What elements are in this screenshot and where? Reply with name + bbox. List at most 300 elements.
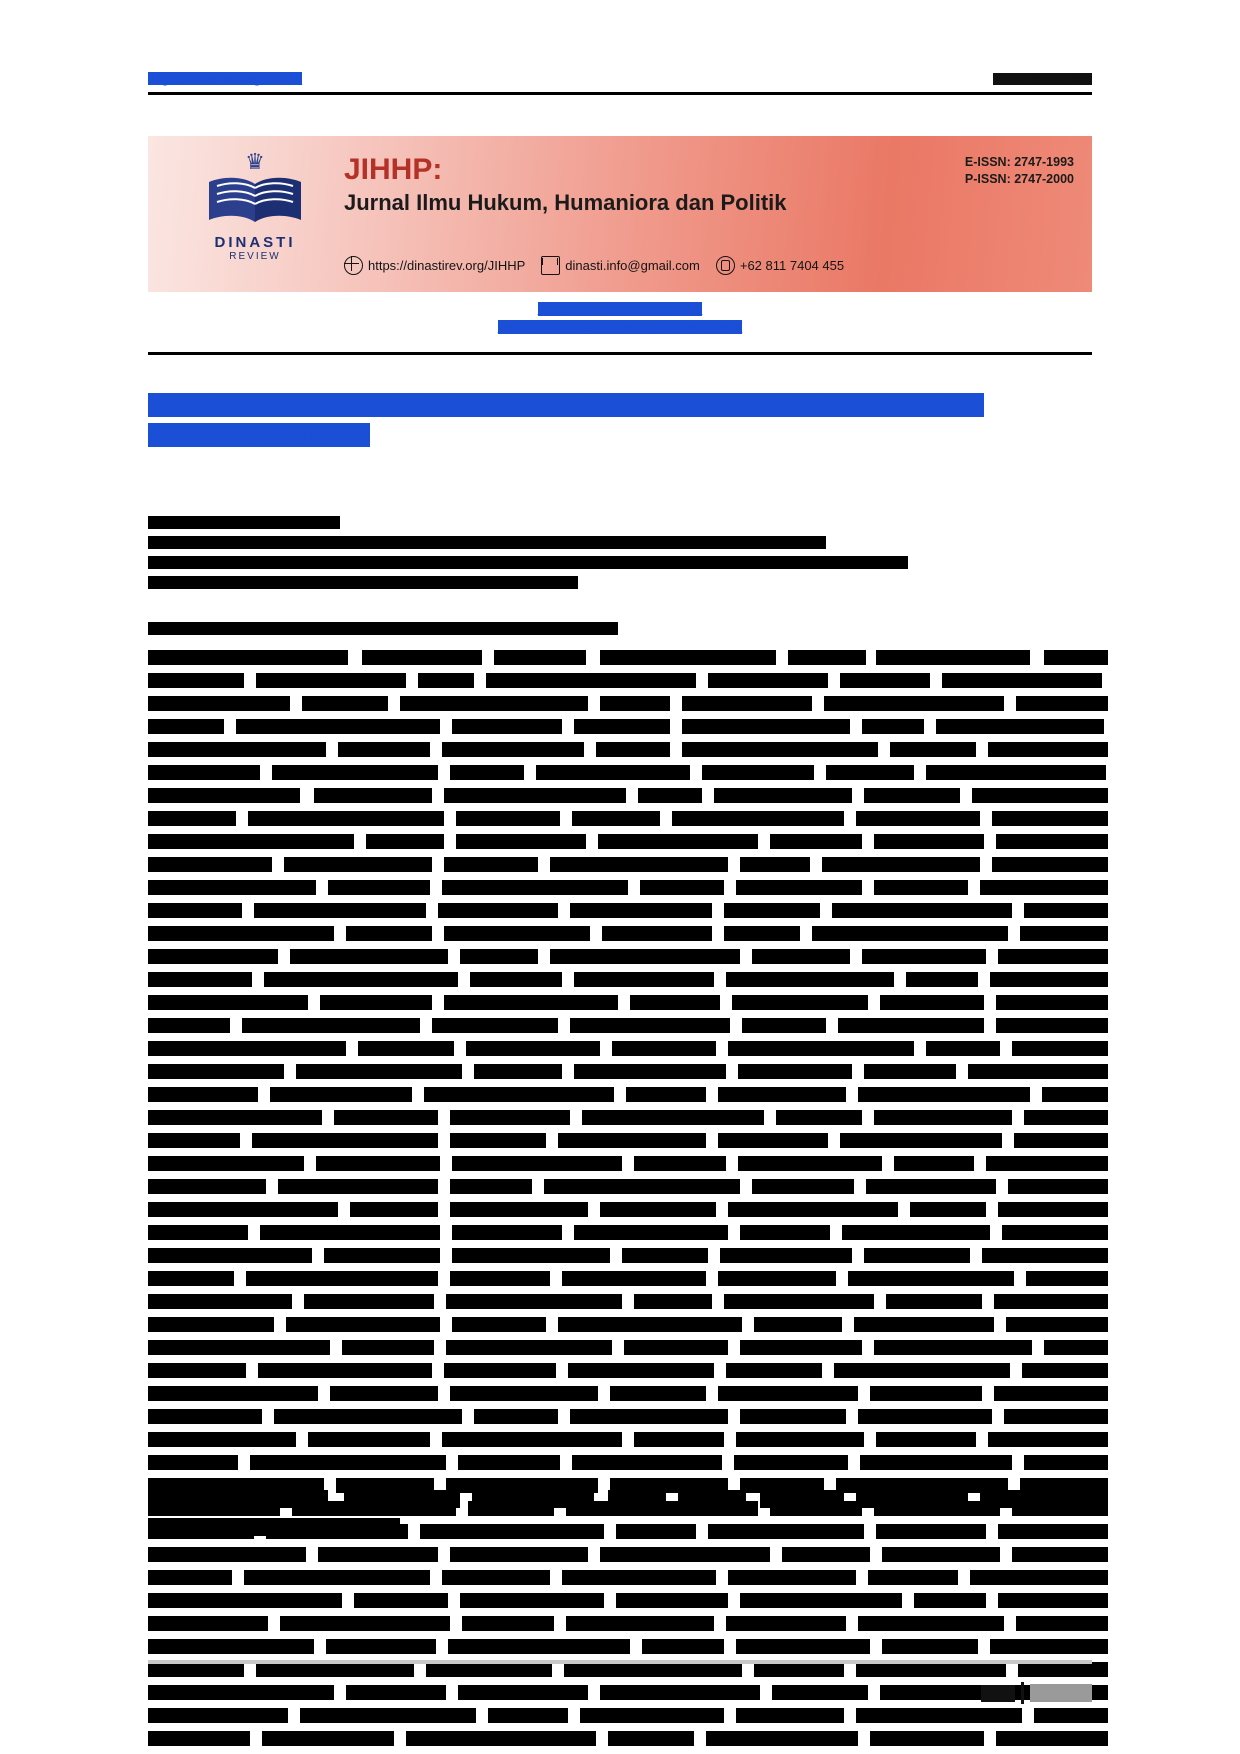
text-run [272,765,438,780]
text-run [346,926,432,941]
license-link[interactable]: https://creativecommons.org/licenses/by/4.0/ [497,319,743,334]
footer-separator [1021,1682,1024,1704]
text-run [148,1570,232,1585]
journal-full-title: Jurnal Ilmu Hukum, Humaniora dan Politik [344,190,787,215]
journal-abbrev: JIHHP: [344,153,443,186]
text-run [256,673,406,688]
text-run [612,1041,716,1056]
text-run [874,1110,1012,1125]
text-run [834,1363,1010,1378]
text-run [874,834,984,849]
text-run [1022,1363,1108,1378]
text-run [856,1662,1006,1677]
text-run [858,1409,992,1424]
text-run [610,1386,706,1401]
text-run [736,1432,864,1447]
p-issn: P-ISSN: 2747-2000 [964,172,1074,186]
text-run [864,1248,970,1263]
text-run [942,673,1102,688]
text-run [740,1409,846,1424]
header-divider [148,92,1092,95]
text-run [574,719,670,734]
text-run [280,1616,450,1631]
text-run [562,1570,716,1585]
text-run [148,949,278,964]
text-line [148,1179,1092,1194]
text-run [616,1593,728,1608]
text-run [882,1639,978,1654]
text-run [258,1363,432,1378]
text-run [824,696,1004,711]
text-run [728,1041,914,1056]
text-run [832,903,1012,918]
text-run [148,880,316,895]
text-run [726,972,894,987]
reference-run [148,1518,400,1536]
text-run [622,1248,708,1263]
text-run [740,857,810,872]
text-run [572,1455,722,1470]
text-run [148,1248,312,1263]
text-run [366,834,444,849]
text-line [148,719,1092,734]
text-run [968,1064,1108,1079]
text-run [330,1386,438,1401]
text-run [770,834,862,849]
text-run [148,1064,284,1079]
text-run [724,926,800,941]
text-run [148,1225,248,1240]
text-line [148,857,1092,872]
text-run [460,1593,604,1608]
text-run [1024,903,1108,918]
text-run [738,1064,852,1079]
reference-run [980,1490,1108,1508]
text-run [148,742,326,757]
text-run [718,1087,846,1102]
text-run [148,1547,306,1562]
text-run [988,1432,1108,1447]
text-run [868,1570,958,1585]
text-run [350,1202,438,1217]
text-run [634,1294,712,1309]
text-run [320,995,432,1010]
text-run [550,857,728,872]
text-run [148,1386,318,1401]
text-line [148,1363,1092,1378]
reference-run [678,1490,746,1508]
text-run [262,1731,394,1746]
text-run [1044,1340,1108,1355]
text-run [574,1225,728,1240]
text-run [638,788,702,803]
text-run [728,1570,856,1585]
text-run [862,719,924,734]
text-run [782,1547,870,1562]
text-run [890,742,976,757]
text-run [574,1064,726,1079]
text-run [734,1455,848,1470]
text-run [630,995,720,1010]
text-run [1002,1225,1108,1240]
text-run [994,1294,1108,1309]
text-run [736,1639,870,1654]
contact-website-text: https://dinastirev.org/JIHHP [368,258,526,273]
text-line [148,1409,1092,1424]
text-run [914,1593,986,1608]
page-footer [981,1682,1092,1704]
page-title [148,390,986,450]
text-run [148,811,236,826]
text-run [740,1340,862,1355]
text-run [580,1708,724,1723]
text-run [990,1639,1108,1654]
text-run [486,673,696,688]
text-line [148,1064,1092,1079]
text-run [564,1662,742,1677]
author-line [148,576,578,589]
text-run [1016,696,1108,711]
text-line [148,696,1092,711]
text-run [470,972,562,987]
text-run [458,1685,588,1700]
text-run [148,1156,304,1171]
text-run [752,949,850,964]
text-run [148,834,354,849]
text-run [304,1294,434,1309]
text-run [642,1639,724,1654]
banner-bottom-divider [148,352,1092,355]
text-run [308,1432,430,1447]
text-run [876,1432,976,1447]
text-run [462,1616,554,1631]
text-run [634,1432,724,1447]
text-run [148,1294,292,1309]
text-run [682,696,812,711]
text-run [728,1202,898,1217]
text-run [148,1179,266,1194]
text-run [1008,1179,1108,1194]
text-run [926,1041,1000,1056]
text-run [1042,1087,1108,1102]
text-run [452,1225,562,1240]
doi-link[interactable]: https://doi.org/10.38035/jihhp [537,301,703,316]
text-run [148,1593,342,1608]
issn-block [965,154,1074,188]
text-run [450,1179,532,1194]
text-run [446,1340,612,1355]
text-run [438,903,558,918]
text-run [1014,1133,1108,1148]
text-run [772,1685,868,1700]
text-run [882,1547,1000,1562]
text-run [264,972,458,987]
header-journal-link[interactable]: https://dinastirev.org/JIHHP [148,71,303,86]
text-run [886,1294,982,1309]
text-line [148,1156,1092,1171]
text-run [148,1317,274,1332]
page-header [148,72,1092,94]
text-line [148,1386,1092,1401]
text-line [148,1225,1092,1240]
text-run [256,1662,414,1677]
text-run [570,903,712,918]
text-run [148,857,272,872]
text-run [1004,1409,1108,1424]
text-run [550,949,740,964]
text-run [254,903,426,918]
text-run [866,1179,996,1194]
text-run [252,1133,438,1148]
text-run [860,1455,1012,1470]
text-run [718,1271,836,1286]
text-run [148,1432,296,1447]
reference-line [148,1490,1092,1508]
text-run [570,1018,730,1033]
text-run [998,1593,1108,1608]
text-run [726,1363,822,1378]
banner-title-block [344,152,904,218]
doi-links [148,300,1092,336]
text-run [346,1685,446,1700]
text-run [838,1018,984,1033]
text-run [568,1363,714,1378]
text-run [714,788,852,803]
reference-line [148,1518,1092,1536]
text-run [602,926,712,941]
text-run [260,1225,440,1240]
text-run [726,1616,846,1631]
text-line [148,834,1092,849]
reference-run [608,1490,666,1508]
text-run [148,995,308,1010]
text-run [148,696,290,711]
author-line [148,536,826,549]
text-run [474,1409,558,1424]
text-run [702,765,814,780]
text-run [458,1455,560,1470]
text-run [148,673,244,688]
text-line [148,1018,1092,1033]
corresponding-author-line [148,622,618,635]
text-run [1020,926,1108,941]
text-run [148,788,300,803]
text-run [582,1110,764,1125]
text-line [148,949,1092,964]
contact-website[interactable] [344,256,525,275]
text-line [148,811,1092,826]
text-run [148,1662,244,1677]
text-run [718,1133,828,1148]
text-line [148,1685,1092,1700]
text-run [148,972,252,987]
text-run [302,696,388,711]
text-run [456,811,560,826]
contact-email-text: dinasti.info@gmail.com [565,258,700,273]
text-line [148,1616,1092,1631]
text-run [1006,1317,1108,1332]
text-run [1044,650,1108,665]
reference-run [148,1490,328,1508]
text-line [148,1294,1092,1309]
text-line [148,1317,1092,1332]
text-line [148,1708,1092,1723]
text-run [342,1340,434,1355]
e-issn: E-ISSN: 2747-1993 [964,155,1074,169]
text-run [558,1317,742,1332]
text-run [442,1432,622,1447]
text-run [972,788,1108,803]
author-line [148,556,908,569]
text-run [936,719,1104,734]
text-run [442,880,628,895]
reference-run [856,1490,968,1508]
text-run [452,1248,610,1263]
page-number [1030,1684,1092,1702]
text-run [980,880,1108,895]
text-line [148,1639,1092,1654]
text-run [986,1156,1108,1171]
contact-email[interactable] [541,256,700,275]
text-run [720,1248,852,1263]
text-run [358,1041,454,1056]
text-run [788,650,866,665]
text-run [536,765,690,780]
text-run [754,1662,844,1677]
text-run [148,1018,230,1033]
text-run [450,1547,588,1562]
text-run [1024,1110,1108,1125]
header-volume-text: Vol. 5, No. 4, 2025 [993,71,1092,86]
text-run [864,788,960,803]
text-run [444,788,626,803]
open-book-icon [203,174,307,228]
text-run [148,1271,234,1286]
journal-banner [148,136,1092,292]
text-run [148,1731,250,1746]
text-run [718,1386,858,1401]
text-run [994,1386,1108,1401]
text-run [460,949,538,964]
text-run [870,1731,984,1746]
text-run [706,1731,858,1746]
crown-icon: ♛ [245,149,265,174]
text-run [452,719,562,734]
contact-phone[interactable] [716,256,844,275]
text-run [450,1271,550,1286]
text-run [246,1271,438,1286]
text-run [998,949,1108,964]
text-run [906,972,978,987]
text-run [544,1179,740,1194]
dinasti-logo [190,149,320,276]
text-run [724,903,820,918]
text-run [148,1455,238,1470]
text-run [840,1133,1002,1148]
text-run [740,1593,902,1608]
text-run [244,1570,430,1585]
text-run [450,1110,570,1125]
text-run [444,926,590,941]
text-run [444,857,538,872]
text-run [776,1110,862,1125]
text-run [148,903,242,918]
text-run [874,880,968,895]
logo-name: DINASTI [214,234,296,251]
text-line [148,673,1092,688]
text-line [148,880,1092,895]
text-run [148,1340,330,1355]
text-run [754,1317,842,1332]
text-line [148,1593,1092,1608]
text-run [574,972,714,987]
text-run [148,1110,322,1125]
text-run [596,742,670,757]
author-block [148,516,908,642]
article-body [148,650,1092,1470]
text-run [318,1547,438,1562]
text-run [148,1133,240,1148]
text-run [992,811,1108,826]
text-line [148,1202,1092,1217]
text-run [334,1110,438,1125]
reference-run [760,1490,844,1508]
text-run [598,834,758,849]
text-run [466,1041,600,1056]
footer-divider [148,1660,1092,1664]
text-run [600,1202,716,1217]
text-line [148,788,1092,803]
text-run [682,742,878,757]
text-run [826,765,914,780]
text-run [418,673,474,688]
text-run [736,1708,844,1723]
text-line [148,1087,1092,1102]
text-run [998,1202,1108,1217]
text-run [1012,1547,1108,1562]
text-line [148,650,1092,665]
logo-subtitle: REVIEW [229,251,281,262]
text-line [148,1570,1092,1585]
text-run [274,1409,462,1424]
open-book-svg [203,174,307,228]
text-run [148,1409,262,1424]
text-run [640,880,724,895]
text-run [148,1685,334,1700]
text-run [424,1087,614,1102]
text-run [572,811,660,826]
text-run [876,650,1030,665]
text-run [996,995,1108,1010]
text-run [148,926,334,941]
text-run [444,995,618,1010]
text-line [148,1248,1092,1263]
text-line [148,765,1092,780]
text-run [608,1731,694,1746]
text-run [570,1409,728,1424]
reference-run [344,1490,460,1508]
text-run [148,1616,268,1631]
text-run [452,1156,622,1171]
text-run [672,811,844,826]
text-run [992,857,1108,872]
text-run [474,1064,562,1079]
text-run [996,1018,1108,1033]
text-run [870,1386,982,1401]
reference-block [148,1490,1092,1546]
text-run [148,765,260,780]
text-line [148,742,1092,757]
